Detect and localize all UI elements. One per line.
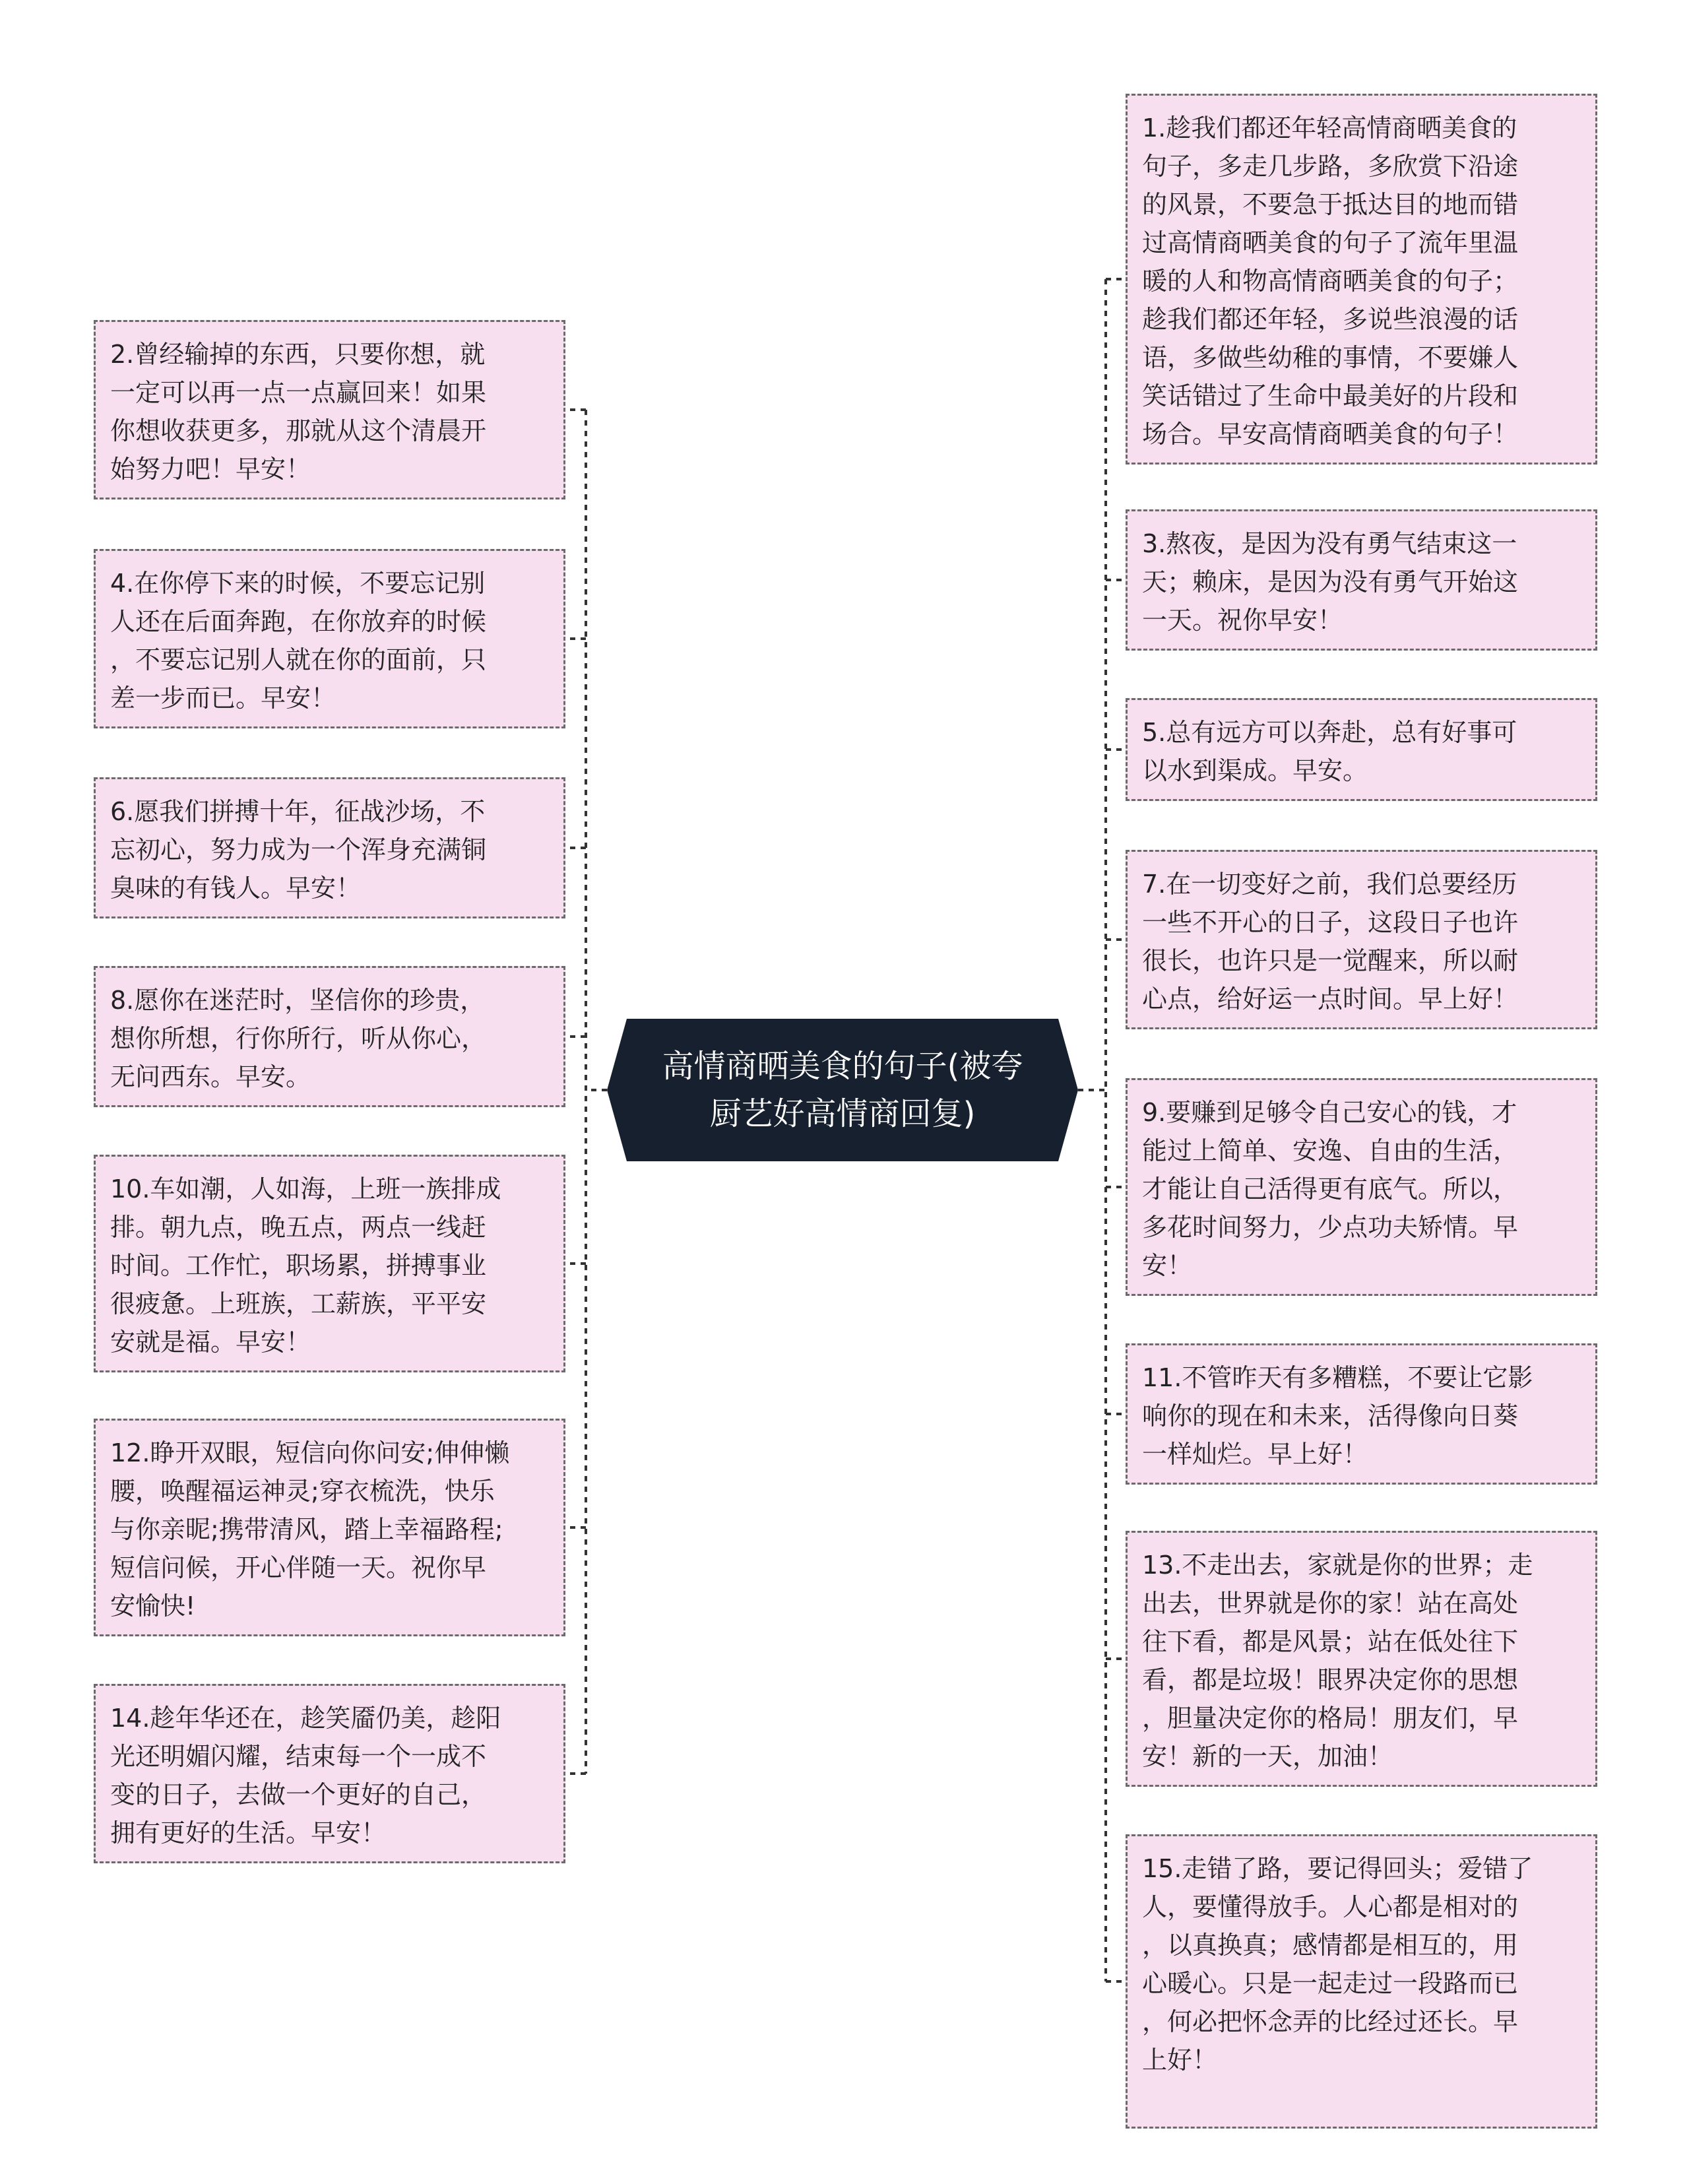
left-node-6[interactable]: 6.愿我们拼搏十年，征战沙场，不 忘初心，努力成为一个浑身充满铜 臭味的有钱人。早安！: [94, 777, 565, 918]
right-node-11[interactable]: 11.不管昨天有多糟糕，不要让它影 响你的现在和未来，活得像向日葵 一样灿烂。早上好！: [1126, 1343, 1597, 1485]
left-node-10[interactable]: 10.车如潮，人如海，上班一族排成 排。朝九点，晚五点，两点一线赶 时间。工作忙，职场累，拼搏事业 很疲惫。上班族，工薪族，平平安 安就是福。早安！: [94, 1155, 565, 1372]
right-node-9[interactable]: 9.要赚到足够令自己安心的钱，才 能过上简单、安逸、自由的生活， 才能让自己活得更有底气。所以， 多花时间努力，少点功夫矫情。早 安！: [1126, 1078, 1597, 1296]
right-node-5[interactable]: 5.总有远方可以奔赴，总有好事可 以水到渠成。早安。: [1126, 698, 1597, 801]
right-node-3[interactable]: 3.熬夜，是因为没有勇气结束这一 天；赖床，是因为没有勇气开始这 一天。祝你早安！: [1126, 509, 1597, 651]
central-topic-text: 高情商晒美食的句子(被夸 厨艺好高情商回复): [662, 1048, 1023, 1132]
left-node-4[interactable]: 4.在你停下来的时候，不要忘记别 人还在后面奔跑，在你放弃的时候 ，不要忘记别人就在你的面前，只 差一步而已。早安！: [94, 549, 565, 728]
right-node-7[interactable]: 7.在一切变好之前，我们总要经历 一些不开心的日子，这段日子也许 很长，也许只是一觉醒来，所以耐 心点，给好运一点时间。早上好！: [1126, 850, 1597, 1029]
left-node-14[interactable]: 14.趁年华还在，趁笑靥仍美，趁阳 光还明媚闪耀，结束每一个一成不 变的日子，去做一个更好的自己， 拥有更好的生活。早安！: [94, 1684, 565, 1863]
right-node-1[interactable]: 1.趁我们都还年轻高情商晒美食的 句子，多走几步路，多欣赏下沿途 的风景，不要急于抵达目的地而错 过高情商晒美食的句子了流年里温 暖的人和物高情商晒美食的句子； 趁我们都还年轻，多说些浪漫的话 语，多做些幼稚的事情，不要嫌人 笑话错过了生命中最美好的片段和 场合。早安高情商晒美食的句子！: [1126, 94, 1597, 465]
central-topic-node[interactable]: [607, 1019, 1078, 1161]
left-node-2[interactable]: 2.曾经输掉的东西，只要你想，就 一定可以再一点一点赢回来！如果 你想收获更多，那就从这个清晨开 始努力吧！早安！: [94, 320, 565, 499]
right-node-13[interactable]: 13.不走出去，家就是你的世界；走 出去，世界就是你的家！站在高处 往下看，都是风景；站在低处往下 看，都是垃圾！眼界决定你的思想 ，胆量决定你的格局！朋友们，早 安！新的一天，加油！: [1126, 1531, 1597, 1787]
left-node-8[interactable]: 8.愿你在迷茫时，坚信你的珍贵， 想你所想，行你所行，听从你心， 无问西东。早安。: [94, 966, 565, 1107]
left-node-12[interactable]: 12.睁开双眼，短信向你问安;伸伸懒 腰，唤醒福运神灵;穿衣梳洗，快乐 与你亲昵;携带清风，踏上幸福路程; 短信问候，开心伴随一天。祝你早 安愉快!: [94, 1419, 565, 1636]
right-node-15[interactable]: 15.走错了路，要记得回头；爱错了 人，要懂得放手。人心都是相对的 ，以真换真；感情都是相互的，用 心暖心。只是一起走过一段路而已 ，何必把怀念弄的比经过还长。早 上好！: [1126, 1834, 1597, 2129]
